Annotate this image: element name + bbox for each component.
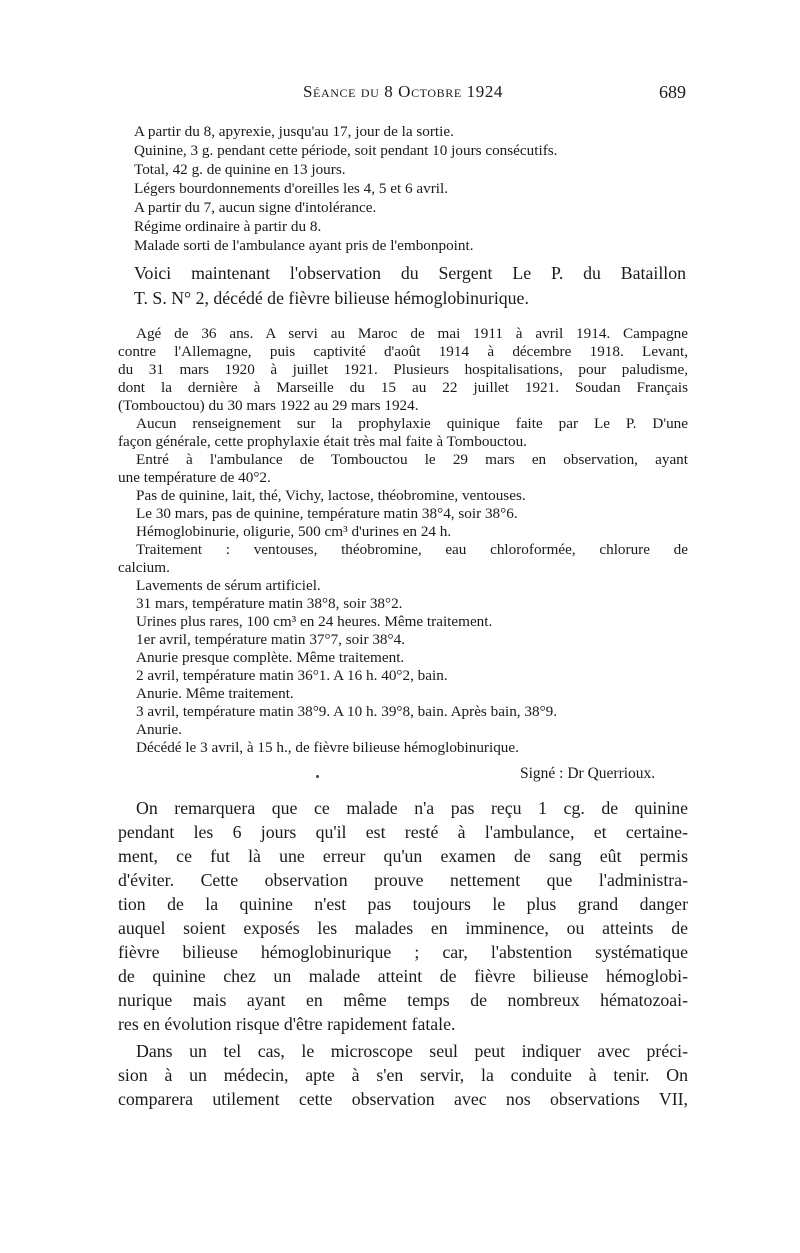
text-line: comparera utilement cette observation avec nos observations VII, [118, 1089, 688, 1109]
text-line: 3 avril, température matin 38°9. A 10 h. 39°8, bain. Après bain, 38°9. [136, 703, 558, 720]
text-line: 2 avril, température matin 36°1. A 16 h. 40°2, bain. [136, 667, 448, 684]
text-line: d'éviter. Cette observation prouve nettement que l'administra- [118, 870, 688, 890]
text-line: Urines plus rares, 100 cm³ en 24 heures. Même traitement. [136, 613, 493, 630]
text-line: Décédé le 3 avril, à 15 h., de fièvre bilieuse hémoglobinurique. [136, 739, 519, 756]
text-line: A partir du 7, aucun signe d'intolérance. [134, 199, 377, 216]
text-line: Lavements de sérum artificiel. [136, 577, 321, 594]
text-line: Pas de quinine, lait, thé, Vichy, lactose, théobromine, ventouses. [136, 487, 526, 504]
text-line: 1er avril, température matin 37°7, soir 38°4. [136, 631, 405, 648]
text-line: façon générale, cette prophylaxie était très mal faite à Tombouctou. [118, 433, 527, 450]
text-line: pendant les 6 jours qu'il est resté à l'ambulance, et certaine- [118, 822, 688, 842]
text-line: ment, ce fut là une erreur qu'un examen de sang eût permis [118, 846, 688, 866]
text-line: Malade sorti de l'ambulance ayant pris de l'embonpoint. [134, 237, 474, 254]
text-line: Le 30 mars, pas de quinine, température matin 38°4, soir 38°6. [136, 505, 518, 522]
text-line: On remarquera que ce malade n'a pas reçu 1 cg. de quinine [136, 798, 688, 818]
text-line: res en évolution risque d'être rapidement fatale. [118, 1014, 456, 1034]
text-line: du 31 mars 1920 à juillet 1921. Plusieurs hospitalisations, pour paludisme, [118, 361, 688, 378]
text-line: auquel soient exposés les malades en imminence, ou atteints de [118, 918, 688, 938]
page-number: 689 [659, 82, 686, 102]
text-line: Entré à l'ambulance de Tombouctou le 29 mars en observation, ayant [136, 451, 688, 468]
text-line: Voici maintenant l'observation du Sergent Le P. du Bataillon [134, 263, 686, 283]
text-line: Légers bourdonnements d'oreilles les 4, 5 et 6 avril. [134, 180, 448, 197]
text-line: nurique mais ayant en même temps de nombreux hématozoai- [118, 990, 688, 1010]
running-head: Séance du 8 Octobre 1924 [302, 82, 504, 101]
text-line: T. S. N° 2, décédé de fièvre bilieuse hémoglobinurique. [134, 288, 529, 308]
signature: Signé : Dr Querrioux. [520, 765, 656, 782]
text-line: dont la dernière à Marseille du 15 au 22 juillet 1921. Soudan Français [118, 379, 688, 396]
text-line: (Tombouctou) du 30 mars 1922 au 29 mars 1924. [118, 397, 419, 414]
text-line: 31 mars, température matin 38°8, soir 38°2. [136, 595, 403, 612]
text-line: Régime ordinaire à partir du 8. [134, 218, 322, 235]
text-line: A partir du 8, apyrexie, jusqu'au 17, jour de la sortie. [134, 123, 454, 140]
stray-dot-mark [316, 775, 319, 778]
text-line: Traitement : ventouses, théobromine, eau chloroformée, chlorure de [136, 541, 688, 558]
text-line: Aucun renseignement sur la prophylaxie quinique faite par Le P. D'une [136, 415, 688, 432]
text-line: Agé de 36 ans. A servi au Maroc de mai 1911 à avril 1914. Campagne [136, 325, 688, 342]
text-line: Quinine, 3 g. pendant cette période, soit pendant 10 jours consécutifs. [134, 142, 558, 159]
text-line: Anurie presque complète. Même traitement. [136, 649, 405, 666]
text-line: de quinine chez un malade atteint de fièvre bilieuse hémoglobi- [118, 966, 688, 986]
text-line: Anurie. Même traitement. [136, 685, 294, 702]
text-line: fièvre bilieuse hémoglobinurique ; car, l'abstention systématique [118, 942, 688, 962]
text-line: Anurie. [136, 721, 182, 738]
text-line: tion de la quinine n'est pas toujours le plus grand danger [118, 894, 688, 914]
page-header [118, 82, 688, 106]
text-line: contre l'Allemagne, puis captivité d'août 1914 à décembre 1918. Levant, [118, 343, 688, 360]
text-line: Hémoglobinurie, oligurie, 500 cm³ d'urines en 24 h. [136, 523, 452, 540]
text-line: calcium. [118, 559, 170, 576]
text-line: une température de 40°2. [118, 469, 271, 486]
text-line: Dans un tel cas, le microscope seul peut indiquer avec préci- [136, 1041, 688, 1061]
text-line: sion à un médecin, apte à s'en servir, la conduite à tenir. On [118, 1065, 688, 1085]
text-line: Total, 42 g. de quinine en 13 jours. [134, 161, 346, 178]
